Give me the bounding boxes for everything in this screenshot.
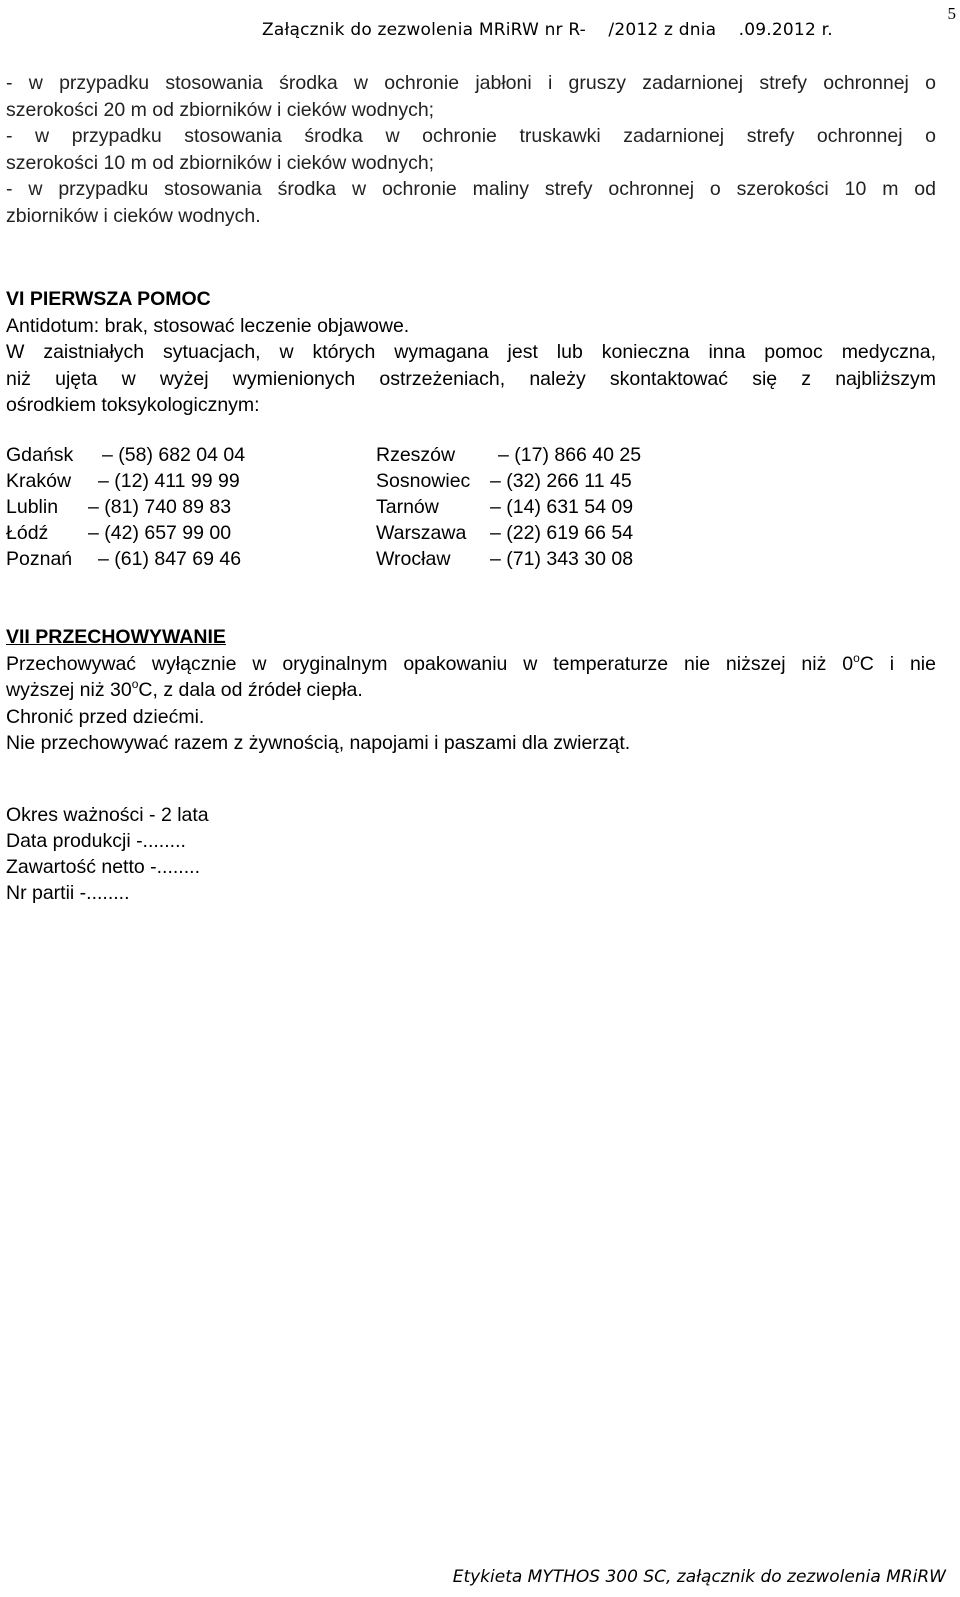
center-entry — [6, 494, 346, 520]
text-line: ośrodkiem toksykologicznym: — [6, 394, 260, 416]
center-entry — [376, 520, 716, 546]
text-fragment: C, z dala od źródeł ciepła. — [138, 679, 363, 701]
document-footer: Etykieta MYTHOS 300 SC, załącznik do zezwolenia MRiRW — [452, 1567, 946, 1587]
degree-sup: o — [853, 650, 860, 665]
degree-sup: o — [131, 677, 139, 691]
centers-left-column — [6, 442, 346, 572]
center-entry — [6, 546, 346, 572]
text-line: - w przypadku stosowania środka w ochronie maliny strefy ochronnej o szerokości 10 m od — [6, 178, 936, 200]
center-entry — [376, 494, 716, 520]
center-city: Warszawa — [376, 522, 467, 544]
center-entry — [6, 468, 346, 494]
text-fragment: Przechowywać wyłącznie w oryginalnym opakowaniu w temperaturze nie niższej niż 0 — [6, 652, 854, 675]
text-line: szerokości 20 m od zbiorników i cieków wodnych; — [6, 98, 435, 121]
storage-line-temperature-cont — [6, 677, 936, 704]
text-line: - w przypadku stosowania środka w ochronie truskawki zadarnionej strefy ochronnej o — [6, 125, 936, 147]
antidote-text: Antidotum: brak, stosować leczenie objawowe. — [6, 314, 410, 337]
center-entry — [6, 442, 346, 468]
text-line: W zaistniałych sytuacjach, w których wymagana jest lub konieczna inna pomoc medyczna, — [6, 341, 936, 363]
center-entry — [376, 442, 716, 468]
section-heading: VI PIERWSZA POMOC — [6, 288, 211, 310]
center-city: Poznań — [6, 548, 73, 570]
storage-section — [6, 624, 936, 757]
text-fragment: wyższej niż 30 — [6, 679, 132, 701]
center-phone: – (12) 411 99 99 — [98, 470, 240, 492]
center-phone: – (32) 266 11 45 — [490, 470, 632, 492]
document-header: Załącznik do zezwolenia MRiRW nr R- /2012 z dnia .09.2012 r. — [262, 20, 833, 40]
center-city: Sosnowiec — [376, 470, 471, 492]
page-number: 5 — [947, 4, 956, 23]
center-city: Rzeszów — [376, 444, 456, 466]
product-info — [6, 802, 936, 906]
storage-line-food: Nie przechowywać razem z żywnością, napojami i paszami dla zwierząt. — [6, 732, 631, 754]
center-entry — [6, 520, 346, 546]
storage-line-temperature — [6, 651, 936, 678]
storage-line-children: Chronić przed dziećmi. — [6, 705, 205, 728]
center-phone: – (42) 657 99 00 — [88, 522, 232, 544]
center-city: Gdańsk — [6, 444, 74, 466]
center-phone: – (71) 343 30 08 — [490, 548, 634, 570]
first-aid-section — [6, 286, 936, 419]
net-content: Zawartość netto -........ — [6, 856, 200, 878]
production-date: Data produkcji -........ — [6, 830, 186, 852]
center-city: Łódź — [6, 522, 49, 544]
batch-number: Nr partii -........ — [6, 882, 130, 904]
center-phone: – (58) 682 04 04 — [102, 444, 246, 466]
text-line: zbiorników i cieków wodnych. — [6, 204, 261, 227]
center-phone: – (17) 866 40 25 — [498, 444, 642, 466]
shelf-life: Okres ważności - 2 lata — [6, 804, 209, 826]
center-entry — [376, 546, 716, 572]
center-phone: – (81) 740 89 83 — [88, 496, 232, 518]
center-city: Kraków — [6, 470, 72, 492]
center-phone: – (22) 619 66 54 — [490, 522, 634, 544]
center-entry — [376, 468, 716, 494]
center-phone: – (61) 847 69 46 — [98, 548, 242, 570]
text-line: niż ujęta w wyżej wymienionych ostrzeżeniach, należy skontaktować się z najbliższym — [6, 367, 936, 390]
buffer-zone-paragraph — [6, 70, 936, 229]
center-city: Lublin — [6, 496, 59, 518]
text-line: - w przypadku stosowania środka w ochronie jabłoni i gruszy zadarnionej strefy ochronnej o — [6, 72, 936, 94]
center-city: Wrocław — [376, 548, 451, 570]
section-heading: VII PRZECHOWYWANIE — [6, 626, 226, 648]
center-city: Tarnów — [376, 496, 439, 518]
centers-right-column — [376, 442, 716, 572]
text-fragment: C i nie — [859, 652, 936, 675]
center-phone: – (14) 631 54 09 — [490, 496, 634, 518]
text-line: szerokości 10 m od zbiorników i cieków wodnych; — [6, 151, 435, 174]
